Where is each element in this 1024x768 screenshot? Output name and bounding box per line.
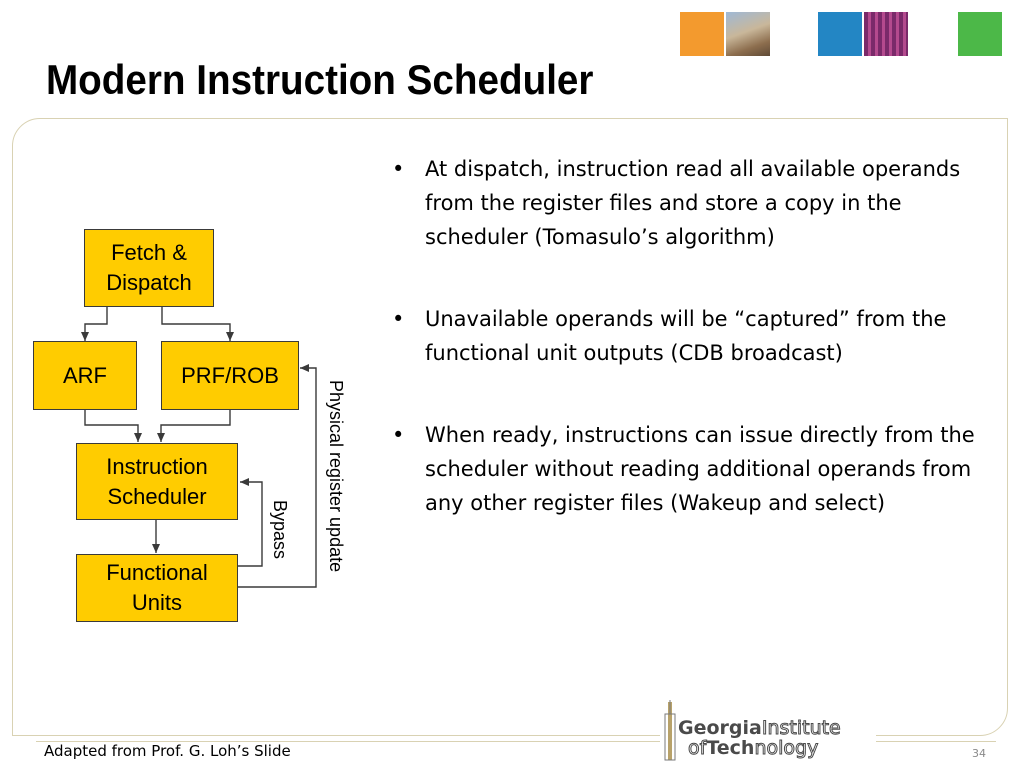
bullet-item: • At dispatch, instruction read all available operands from the register files and store a copy in the scheduler (Tomasulo’s algorithm) — [392, 157, 961, 249]
tower-icon — [660, 700, 680, 764]
logo-line-1: GeorgiaInstitute — [678, 717, 841, 739]
bullet-item: • When ready, instructions can issue directly from the scheduler without reading additional operands from any other register files (Wakeup and select) — [392, 423, 975, 515]
prf-rob-box: PRF/ROB — [161, 341, 299, 410]
page-number: 34 — [972, 747, 986, 760]
footer-credit: Adapted from Prof. G. Loh’s Slide — [44, 742, 291, 760]
arrow-fetch-to-arf — [85, 307, 107, 341]
logo-line-2: ofTechnology — [688, 737, 819, 759]
fetch-dispatch-box: Fetch & Dispatch — [84, 229, 214, 307]
physical-register-update-label: Physical register update — [326, 380, 346, 573]
instruction-scheduler-box: Instruction Scheduler — [76, 443, 238, 520]
georgia-tech-logo — [660, 700, 876, 764]
arrow-arf-to-scheduler — [85, 410, 138, 442]
arrow-fetch-to-prf — [162, 307, 230, 341]
page-title: Modern Instruction Scheduler — [46, 56, 594, 103]
arrow-prf-to-scheduler — [161, 410, 230, 442]
bullet-list — [392, 152, 982, 568]
functional-units-box: Functional Units — [76, 554, 238, 622]
bypass-arrow — [238, 482, 262, 566]
bypass-label: Bypass — [270, 500, 290, 560]
bullet-item: • Unavailable operands will be “captured” from the functional unit outputs (CDB broadcast) — [392, 307, 947, 365]
arf-box: ARF — [33, 341, 137, 410]
